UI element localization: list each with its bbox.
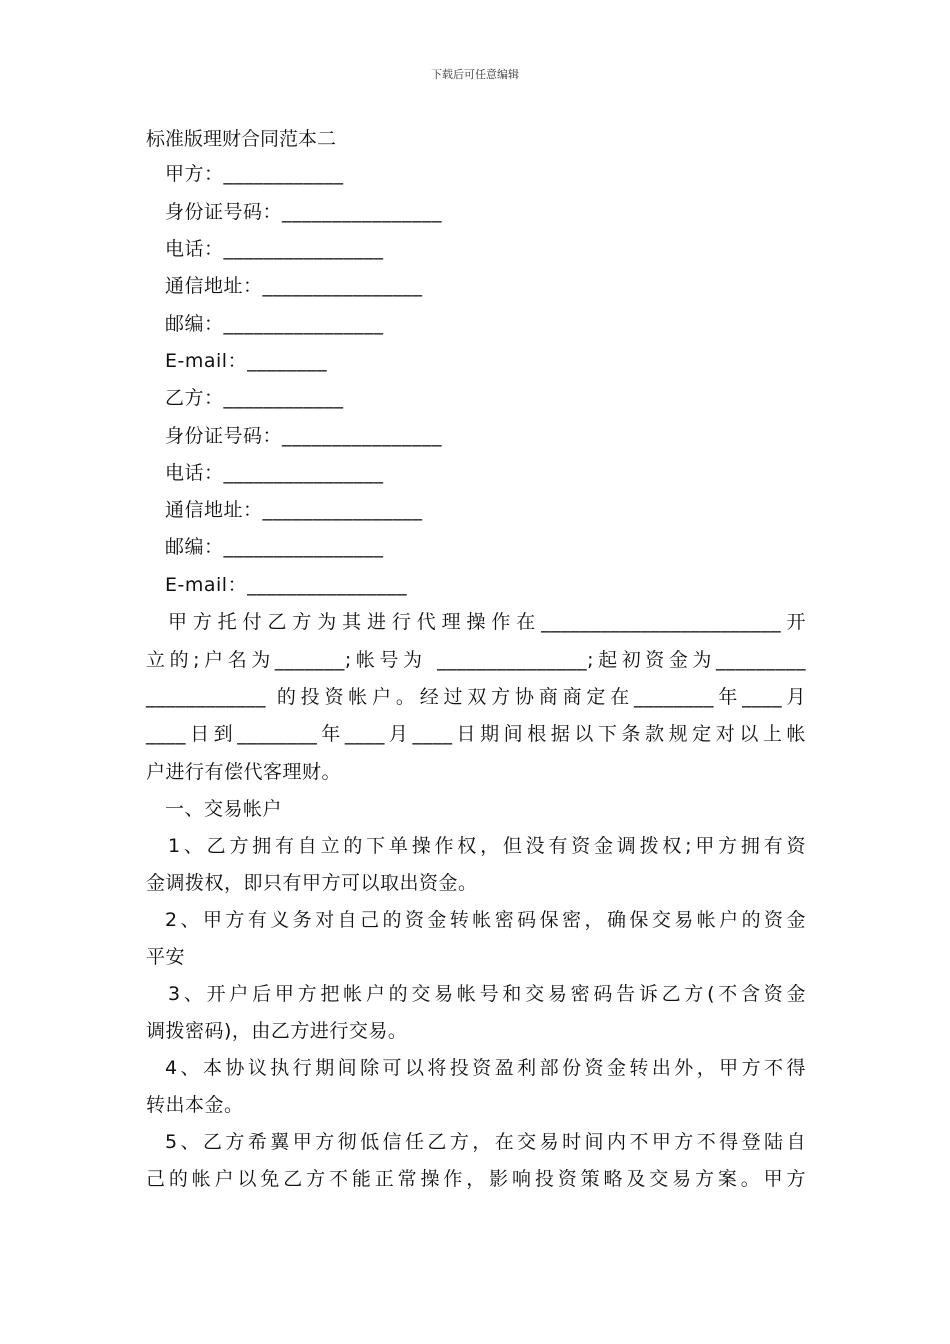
body-line: ____日到________年____月____日期间根据以下条款规定对以上帐	[146, 723, 806, 745]
body-line: 平安	[146, 946, 186, 968]
body-line: 甲方托付乙方为其进行代理操作在________________________开	[168, 611, 806, 633]
party-b-field: 身份证号码：________________	[165, 425, 443, 447]
body-line: 转出本金。	[146, 1094, 244, 1116]
body-line: 立的;户名为_______;帐号为 _______________;起初资金为_________	[146, 649, 806, 671]
party-b-field: E-mail：________________	[165, 574, 408, 596]
party-a-field: 甲方：____________	[165, 163, 344, 185]
body-line: ____________ 的投资帐户。经过双方协商商定在________年____月	[146, 686, 806, 708]
body-line: 己的帐户以免乙方不能正常操作，影响投资策略及交易方案。甲方	[146, 1168, 806, 1190]
party-a-field: E-mail：________	[165, 350, 328, 372]
party-b-field: 电话：________________	[165, 462, 384, 484]
party-a-field: 邮编：________________	[165, 313, 384, 335]
body-line: 4、本协议执行期间除可以将投资盈利部份资金转出外，甲方不得	[165, 1057, 806, 1079]
body-line: 金调拨权，即只有甲方可以取出资金。	[146, 872, 478, 894]
party-b-field: 邮编：________________	[165, 536, 384, 558]
body-line: 户进行有偿代客理财。	[146, 761, 342, 783]
party-b-field: 乙方：____________	[165, 387, 344, 409]
party-a-field: 电话：________________	[165, 238, 384, 260]
body-line: 2、甲方有义务对自己的资金转帐密码保密，确保交易帐户的资金	[165, 909, 806, 931]
body-line: 1、乙方拥有自立的下单操作权，但没有资金调拨权;甲方拥有资	[168, 835, 806, 857]
document-title: 标准版理财合同范本二	[146, 128, 337, 150]
party-b-field: 通信地址：________________	[165, 499, 423, 521]
body-line: 调拨密码)，由乙方进行交易。	[146, 1020, 408, 1042]
body-line: 3、开户后甲方把帐户的交易帐号和交易密码告诉乙方(不含资金	[168, 983, 806, 1005]
page-header: 下载后可任意编辑	[431, 68, 519, 81]
section-heading: 一、交易帐户	[165, 798, 283, 820]
party-a-field: 身份证号码：________________	[165, 201, 443, 223]
body-line: 5、乙方希翼甲方彻低信任乙方，在交易时间内不甲方不得登陆自	[165, 1131, 806, 1153]
party-a-field: 通信地址：________________	[165, 275, 423, 297]
